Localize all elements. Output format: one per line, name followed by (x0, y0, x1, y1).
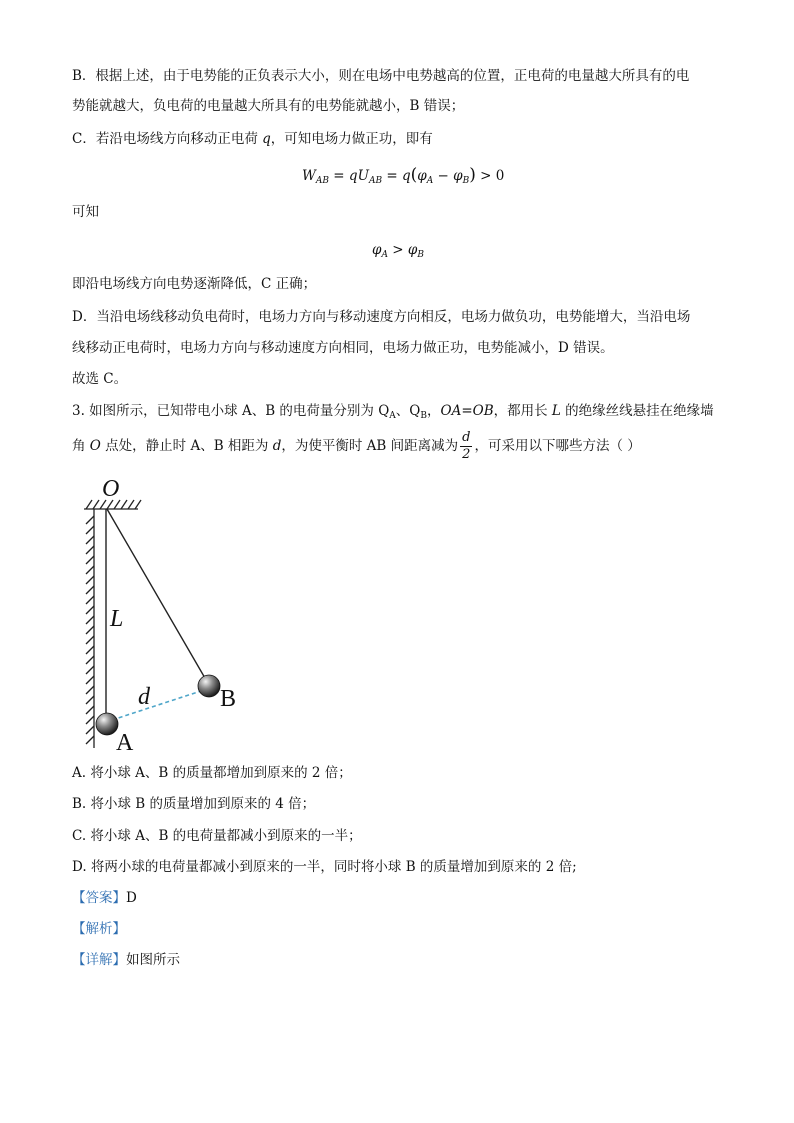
detail-label: 【详解】 (72, 952, 126, 968)
option-b: B. 将小球 B 的质量增加到原来的 4 倍； (72, 796, 316, 812)
fraction-d-over-2: $\frac{d}{2}$ (462, 430, 471, 462)
c1-post: ，可知电场力做正功，即有 (270, 131, 433, 147)
question-3-line1: 3. 如图所示，已知带电小球 A、B 的电荷量分别为 $Q_A$、$Q_B$，OA=OB，都用长 L 的绝缘丝线悬挂在绝缘墙 (72, 403, 714, 421)
analysis-line (72, 919, 126, 939)
text-line-d2: 线移动正电荷时，电场力方向与移动速度方向相同，电场力做正功，电势能减小，D 错误。 (72, 340, 614, 356)
text-line-b2: 势能就越大，负电荷的电量越大所具有的电势能就越小，B 错误； (72, 98, 465, 114)
label-d: d (138, 684, 150, 710)
label-b: B (220, 686, 237, 712)
label-a: A (116, 730, 134, 756)
text-line-b1: B．根据上述，由于电势能的正负表示大小，则在电场中电势越高的位置，正电荷的电量越大所具有的电 (72, 68, 690, 84)
answer-label: 【答案】 (72, 890, 126, 906)
text-line-d1: D．当沿电场线移动负电荷时，电场力方向与移动速度方向相反，电场力做负功，电势能增大，当沿电场 (72, 309, 691, 325)
distance-line (112, 690, 204, 720)
text-line-kezhi: 可知 (72, 204, 99, 220)
text-line-c1 (72, 129, 433, 149)
equation-work: $W_{AB} = qU_{AB} = q(\varphi_A - \varphi_B) > 0$ (302, 165, 505, 186)
label-o: O (102, 476, 120, 502)
text-line-choose: 故选 C。 (72, 371, 128, 387)
ball-b (198, 675, 220, 697)
pendulum-figure (76, 470, 276, 760)
ball-a (96, 713, 118, 735)
option-c: C. 将小球 A、B 的电荷量都减小到原来的一半； (72, 828, 362, 844)
string-ob (107, 509, 209, 685)
detail-text: 如图所示 (126, 952, 180, 968)
detail-line (72, 950, 180, 970)
question-3-line2: 角 O 点处，静止时 A、B 相距为 d，为使平衡时 AB 间距离减为 $\frac{d}{2}$ ，可采用以下哪些方法（ ） (72, 430, 641, 462)
option-a: A. 将小球 A、B 的质量都增加到原来的 2 倍； (72, 765, 352, 781)
answer-line (72, 888, 137, 908)
answer-value: D (126, 890, 137, 906)
wall-hatch (86, 509, 94, 748)
equation-potential: $\varphi_A > \varphi_B$ (372, 242, 424, 260)
c1-pre: C．若沿电场线方向移动正电荷 (72, 131, 263, 147)
text-line-c-end: 即沿电场线方向电势逐渐降低，C 正确； (72, 276, 317, 292)
option-d: D. 将两小球的电荷量都减小到原来的一半，同时将小球 B 的质量增加到原来的 2 倍; (72, 859, 577, 875)
label-l: L (110, 606, 124, 632)
analysis-label: 【解析】 (72, 921, 126, 937)
c1-q: q (262, 131, 271, 147)
